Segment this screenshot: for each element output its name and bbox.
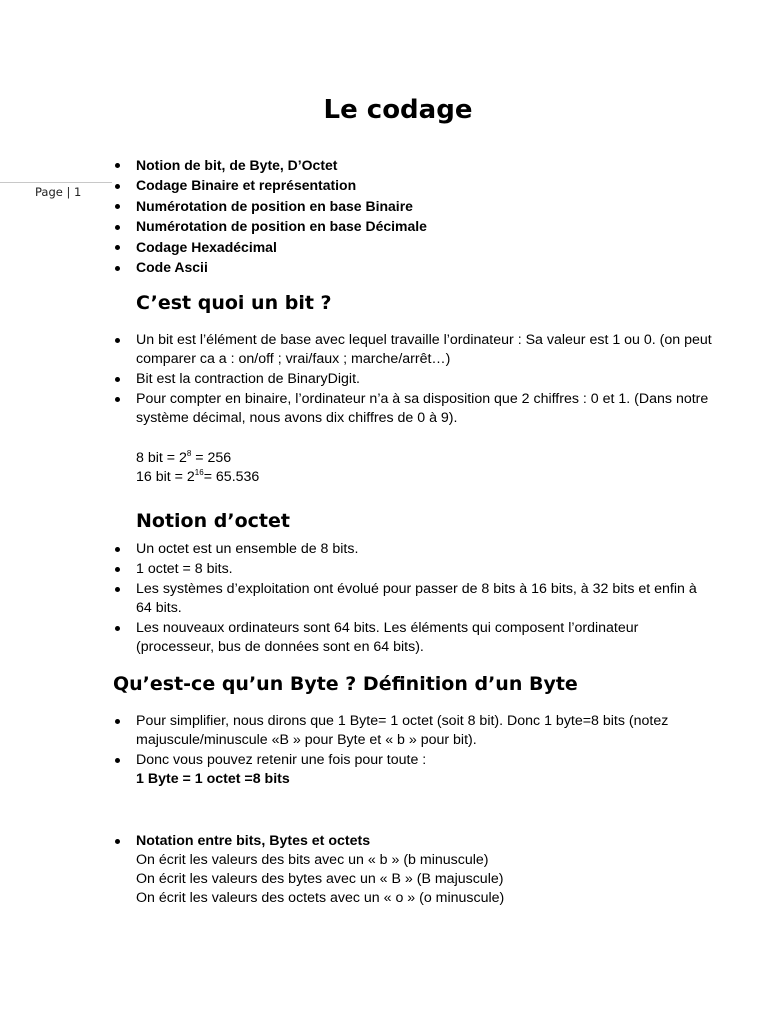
formula-text: = 256 [191,450,232,466]
notation-heading: Notation entre bits, Bytes et octets [136,832,371,849]
list-item-text: Donc vous pouvez retenir une fois pour toute : [136,751,427,768]
section-heading-byte: Qu’est-ce qu’un Byte ? Définition d’un Byte [113,673,578,695]
list-item [113,750,713,789]
formula-8bit [136,449,231,468]
list-item [113,831,713,908]
page-number-text: Page | 1 [35,185,82,199]
bit-list [113,330,713,428]
notation-list [113,831,713,908]
byte-list [113,711,713,789]
formula-exponent: 16 [194,468,204,477]
toc-item: Codage Binaire et représentation [113,176,713,197]
section-heading-octet: Notion d’octet [136,510,290,532]
list-item: Les systèmes d’exploitation ont évolué pour passer de 8 bits à 16 bits, à 32 bits et enfin à 64 bits. [113,579,713,618]
list-item: Bit est la contraction de BinaryDigit. [113,369,713,389]
list-item: Pour compter en binaire, l’ordinateur n’a à sa disposition que 2 chiffres : 0 et 1. (Dans notre système décimal, nous avons dix chiffres de 0 à 9). [113,389,713,428]
toc-item: Code Ascii [113,258,713,279]
section-heading-bit: C’est quoi un bit ? [136,292,332,314]
byte-rule: 1 Byte = 1 octet =8 bits [136,770,290,787]
formula-text: 8 bit = 2 [136,450,187,466]
formula-text: 16 bit = 2 [136,469,195,485]
notation-line: On écrit les valeurs des bits avec un « b » (b minuscule) [136,851,489,868]
formula-16bit [136,468,259,487]
notation-line: On écrit les valeurs des bytes avec un « B » (B majuscule) [136,870,504,887]
table-of-contents [113,155,713,278]
document-title: Le codage [323,95,473,125]
list-item: Pour simplifier, nous dirons que 1 Byte= 1 octet (soit 8 bit). Donc 1 byte=8 bits (notez majuscule/minuscule «B » pour Byte et « b » pour bit). [113,711,713,750]
list-item: Un bit est l’élément de base avec lequel travaille l’ordinateur : Sa valeur est 1 ou 0. (on peut comparer ca a : on/off ; vrai/faux ; marche/arrêt…) [113,330,713,369]
octet-list [113,539,713,657]
toc-item: Numérotation de position en base Décimale [113,217,713,238]
formula-text: = 65.536 [203,469,260,485]
notation-line: On écrit les valeurs des octets avec un « o » (o minuscule) [136,889,505,906]
page-number-label [0,182,112,199]
toc-item: Codage Hexadécimal [113,237,713,258]
list-item: Un octet est un ensemble de 8 bits. [113,539,713,559]
toc-item: Notion de bit, de Byte, D’Octet [113,155,713,176]
formula-exponent: 8 [186,449,192,458]
list-item: Les nouveaux ordinateurs sont 64 bits. Les éléments qui composent l’ordinateur (processeur, bus de données sont en 64 bits). [113,618,713,657]
toc-item: Numérotation de position en base Binaire [113,196,713,217]
list-item: 1 octet = 8 bits. [113,559,713,579]
